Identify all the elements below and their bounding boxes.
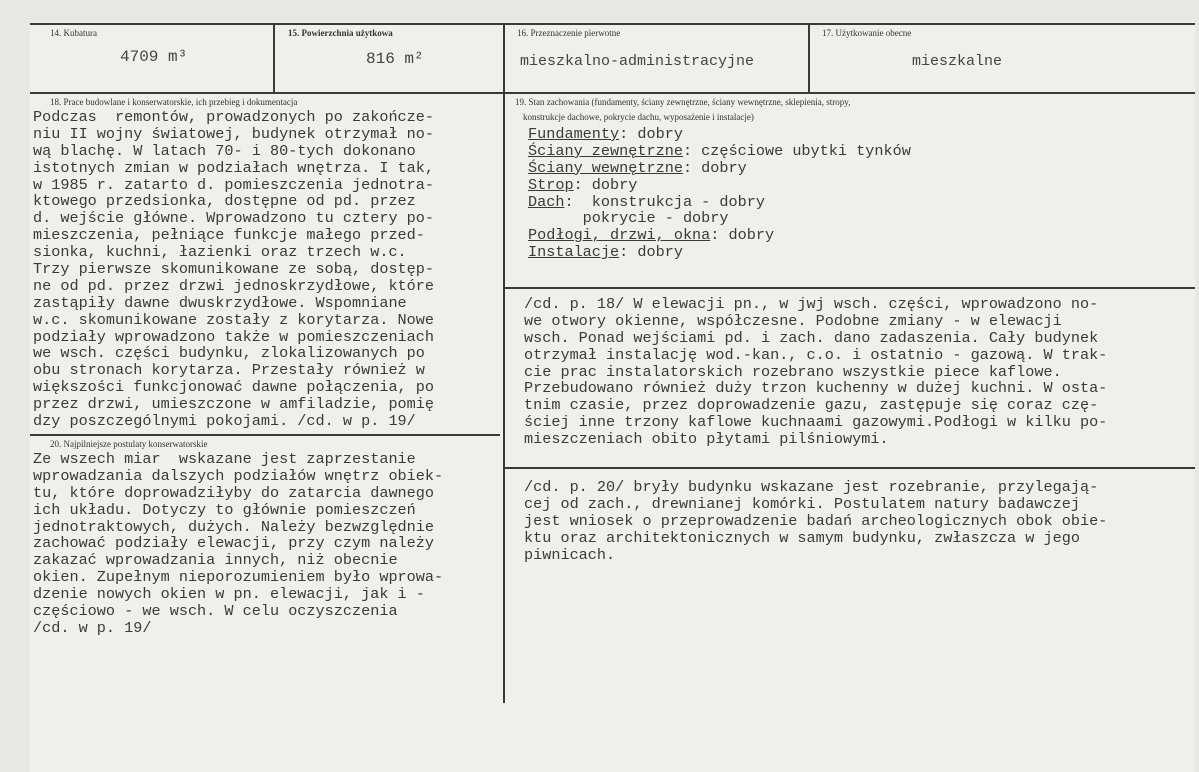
text-line: niu II wojny światowej, budynek otrzymał no-	[33, 124, 435, 143]
text-line: podziały wprowadzono także w pomieszczeniach	[33, 327, 435, 346]
text-line: sionka, kuchni, łazienki oraz trzech w.c.	[33, 243, 407, 262]
condition-status: : dobry	[682, 158, 747, 177]
condition-status: : konstrukcja - dobry	[564, 192, 765, 211]
text-line: otrzymał instalację wod.-kan., c.o. i ostatnio - gazową. W trak-	[524, 345, 1108, 364]
condition-status: : częściowe ubytki tynków	[682, 141, 911, 160]
text-line: wsch. Ponad wejściami pd. i zach. dano zadaszenia. Cały budynek	[524, 328, 1099, 347]
condition-row	[528, 210, 911, 227]
label-prace-budowlane: 18. Prace budowlane i konserwatorskie, ich przebieg i dokumentacja	[50, 97, 298, 107]
value-przeznaczenie: mieszkalno-administracyjne	[520, 53, 755, 70]
condition-status: : dobry	[573, 175, 638, 194]
rule-19-split2	[503, 467, 1195, 469]
text-continuation-18	[524, 296, 1107, 448]
text-line: Trzy pierwsze skomunikowane ze sobą, dostęp-	[33, 260, 435, 279]
text-continuation-20	[524, 479, 1107, 563]
condition-row	[528, 160, 911, 177]
text-line: ktu oraz architektonicznych w samym budynku, zwłaszcza w jego	[524, 528, 1080, 547]
condition-element: Strop	[528, 175, 574, 194]
condition-row	[528, 177, 911, 194]
condition-status: : dobry	[619, 125, 683, 143]
value-powierzchnia: 816 m²	[366, 50, 424, 68]
text-line: piwnicach.	[524, 545, 616, 564]
label-kubatura: 14. Kubatura	[50, 28, 97, 38]
label-stan-zachowania-1: 19. Stan zachowania (fundamenty, ściany zewnętrzne, ściany wewnętrzne, sklepienia, stropy,	[515, 97, 851, 107]
condition-status: pokrycie - dobry	[528, 209, 729, 228]
text-line: wprowadzania dalszych podziałów wnętrz obiek-	[33, 466, 444, 485]
text-line: jednotraktowych, dużych. Należy bezwzględnie	[33, 517, 435, 536]
text-line: tu, które doprowadziłyby do zatarcia dawnego	[33, 483, 435, 502]
text-line: wą blachę. W latach 70- i 80-tych dokonano	[33, 141, 416, 160]
text-line: zachować podziały elewacji, przy czym należy	[33, 534, 435, 553]
condition-status: : dobry	[619, 243, 683, 262]
text-line: większości funkcjonować dawne połączenia, po	[33, 378, 435, 397]
condition-element: Fundamenty	[528, 125, 620, 143]
text-line: ne od pd. przez drzwi jednoskrzydłowe, które	[33, 276, 435, 295]
text-line: dzy poszczególnymi pokojami. /cd. w p. 19/	[33, 412, 416, 431]
text-line: jest wniosek o przeprowadzenie badań archeologicznych obok obie-	[524, 511, 1108, 530]
rule-18-20	[30, 434, 500, 436]
text-line: cej od zach., drewnianej komórki. Postulatem natury badawczej	[524, 494, 1080, 513]
text-line: Ze wszech miar wskazane jest zaprzestanie	[33, 450, 416, 468]
text-line: okien. Zupełnym nieporozumieniem było wprowa-	[33, 568, 444, 587]
text-line: Podczas remontów, prowadzonych po zakończe-	[33, 108, 435, 126]
text-prace-budowlane	[33, 109, 434, 430]
text-line: ich układu. Dotyczy to głównie pomieszczeń	[33, 500, 416, 519]
condition-row	[528, 143, 911, 160]
rule-19-split	[503, 287, 1195, 289]
text-line: w.c. skomunikowane zostały z korytarza. Nowe	[33, 310, 435, 329]
condition-row	[528, 194, 911, 211]
text-line: obu stronach korytarza. Przestały również w	[33, 361, 425, 380]
text-line: w 1985 r. zatarto d. pomieszczenia jednotra-	[33, 175, 435, 194]
label-stan-zachowania-2: konstrukcje dachowe, pokrycie dachu, wyposażenie i instalacje)	[523, 112, 754, 122]
text-line: dzenie nowych okien w pn. elewacji, jak i -	[33, 585, 425, 604]
label-przeznaczenie: 16. Przeznaczenie pierwotne	[517, 28, 621, 38]
condition-element: Dach	[528, 192, 565, 211]
text-line: cie prac instalatorskich rozebrano wszystkie piece kaflowe.	[524, 362, 1062, 381]
label-powierzchnia: 15. Powierzchnia użytkowa	[288, 28, 393, 38]
text-stan-zachowania	[528, 126, 911, 261]
text-line: we wsch. części budynku, zlokalizowanych po	[33, 344, 425, 363]
text-postulaty	[33, 451, 443, 637]
rule-top	[30, 23, 1195, 25]
text-line: mieszczenia, pełniące funkcje małego przed-	[33, 226, 425, 245]
text-line: mieszczeniach obito płytami pilśniowymi.	[524, 430, 889, 449]
label-uzytkowanie: 17. Użytkowanie obecne	[822, 28, 912, 38]
text-line: istotnych zmian w podziałach wnętrza. I tak,	[33, 158, 435, 177]
text-line: zakazać wprowadzania innych, niż obecnie	[33, 551, 398, 570]
condition-element: Instalacje	[528, 243, 620, 262]
text-line: częściowo - we wsch. W celu oczyszczenia	[33, 602, 398, 621]
text-line: /cd. p. 18/ W elewacji pn., w jwj wsch. części, wprowadzono no-	[524, 295, 1099, 313]
text-line: ktowego przedsionka, dostępne od pd. przez	[33, 192, 416, 211]
value-uzytkowanie: mieszkalne	[912, 53, 1003, 70]
rule-row1	[30, 92, 1195, 94]
condition-row	[528, 227, 911, 244]
rule-col-a	[273, 23, 275, 93]
text-line: d. wejście główne. Wprowadzono tu cztery po-	[33, 209, 435, 228]
rule-col-b	[503, 23, 505, 703]
text-line: zastąpiły dawne dwuskrzydłowe. Wspomniane	[33, 293, 407, 312]
condition-element: Ściany zewnętrzne	[528, 141, 683, 160]
text-line: przez drzwi, umieszczone w amfiladzie, pomię	[33, 395, 435, 414]
text-line: tnim czasie, przez doprowadzenie gazu, zastępuje się coraz czę-	[524, 396, 1099, 415]
text-line: ściej inne trzony kaflowe kuchnaami gazowymi.Podłogi w kilku po-	[524, 413, 1108, 432]
condition-row	[528, 244, 911, 261]
condition-status: : dobry	[710, 226, 775, 245]
text-line: /cd. p. 20/ bryły budynku wskazane jest rozebranie, przylegają-	[524, 478, 1099, 496]
condition-element: Podłogi, drzwi, okna	[528, 226, 711, 245]
label-postulaty: 20. Najpilniejsze postulaty konserwatorskie	[50, 439, 208, 449]
text-line: we otwory okienne, współczesne. Podobne zmiany - w elewacji	[524, 311, 1062, 330]
text-line: Przebudowano również duży trzon kuchenny w dużej kuchni. W osta-	[524, 379, 1108, 398]
condition-row	[528, 126, 911, 143]
text-line: /cd. w p. 19/	[33, 618, 152, 637]
condition-element: Ściany wewnętrzne	[528, 158, 683, 177]
value-kubatura: 4709 m³	[120, 48, 188, 66]
rule-col-c	[808, 23, 810, 93]
